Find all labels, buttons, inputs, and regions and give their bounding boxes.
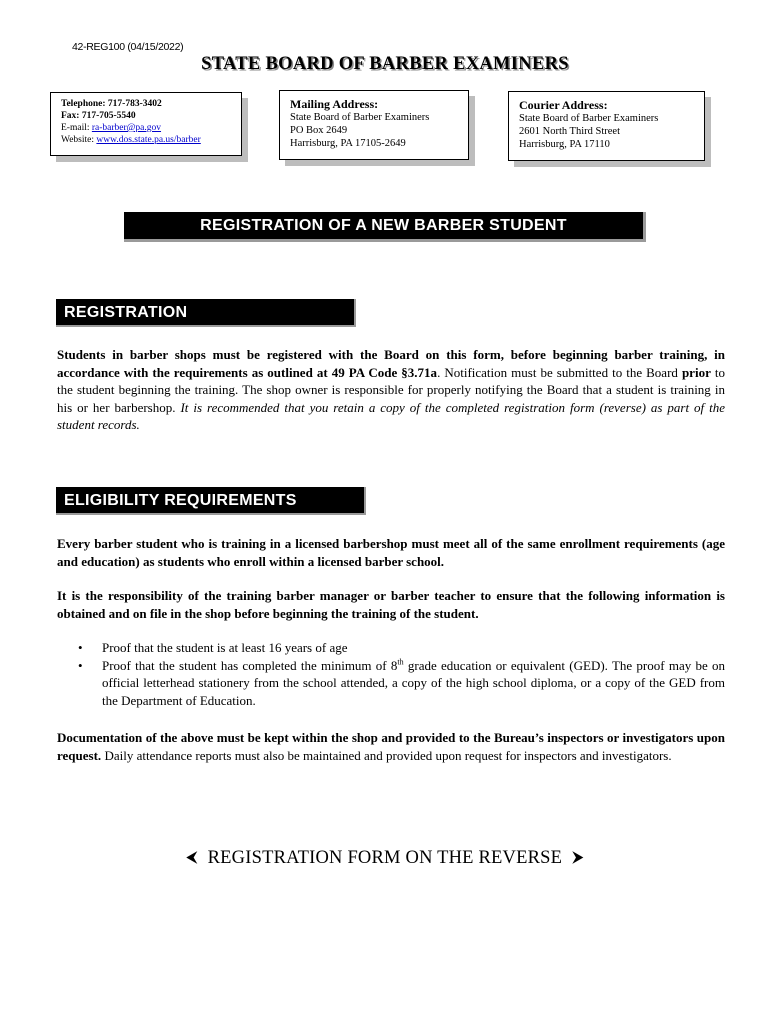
website-link[interactable]: www.dos.state.pa.us/barber	[96, 135, 201, 145]
documentation-bold-text: Documentation of the above must be kept within the shop and provided to the Bureau’s inspectors or investigators upon request.	[57, 730, 725, 763]
email-label: E-mail:	[61, 123, 90, 133]
eligibility-heading: ELIGIBILITY REQUIREMENTS	[56, 487, 366, 515]
bullet-2-text-b: grade education or equivalent (GED). The proof may be on official letterhead stationery from the school attended, a copy of the high school diploma, or a copy of the GED from the Department of Education.	[102, 657, 725, 708]
mailing-address-box	[279, 90, 469, 160]
contact-info-box	[50, 92, 242, 156]
registration-bold-text: Students in barber shops must be registered with the Board on this form, before beginning barber training, in accordance with the requirements as outlined at 49 PA Code §3.71a	[57, 347, 725, 380]
mailing-line-3: Harrisburg, PA 17105-2649	[290, 138, 406, 149]
documentation-text: Daily attendance reports must also be maintained and provided upon request for inspectors and investigators.	[101, 747, 672, 763]
board-title: STATE BOARD OF BARBER EXAMINERS	[201, 54, 569, 74]
mailing-line-2: PO Box 2649	[290, 125, 348, 136]
arrow-right-icon: ⮞	[572, 849, 584, 866]
email-line	[61, 122, 231, 134]
bullet-icon: •	[78, 640, 83, 655]
courier-line-2: 2601 North Third Street	[519, 126, 621, 137]
fax-label: Fax:	[61, 111, 80, 121]
bullet-2-text-a: Proof that the student has completed the minimum of 8	[102, 657, 398, 673]
documentation-paragraph	[57, 729, 725, 764]
eligibility-para1-text: Every barber student who is training in a licensed barbershop must meet all of the same enrollment requirements (age and education) as students who enroll within a licensed barber school.	[57, 536, 725, 569]
form-code: 42-REG100 (04/15/2022)	[72, 41, 184, 53]
email-link[interactable]: ra-barber@pa.gov	[91, 123, 162, 133]
registration-text-2: to the student beginning the training. The shop owner is responsible for properly notifying the Board that a student is training in his or her barbershop.	[57, 364, 725, 415]
telephone-label: Telephone:	[61, 99, 106, 109]
registration-prior: prior	[681, 364, 711, 380]
reverse-notice	[0, 848, 770, 869]
courier-address-box	[508, 91, 705, 161]
eligibility-paragraph-2	[57, 587, 725, 622]
registration-text-1: . Notification must be submitted to the Board	[437, 364, 682, 380]
registration-italic-note: It is recommended that you retain a copy of the completed registration form (reverse) as part of the student records.	[57, 399, 725, 432]
mailing-address-title: Mailing Address:	[290, 97, 379, 111]
courier-line-3: Harrisburg, PA 17110	[519, 139, 610, 150]
bullet-2-sup: th	[397, 657, 404, 667]
courier-line-1: State Board of Barber Examiners	[519, 113, 659, 124]
bullet-1-text: Proof that the student is at least 16 years of age	[102, 640, 348, 655]
mailing-line-1: State Board of Barber Examiners	[290, 112, 430, 123]
bullet-icon: •	[78, 657, 83, 673]
telephone-number: 717-783-3402	[107, 99, 162, 109]
eligibility-list	[78, 639, 725, 709]
eligibility-para2-text: It is the responsibility of the training barber manager or barber teacher to ensure that the following information is obtained and on file in the shop before beginning the training of the student.	[57, 588, 725, 621]
website-line	[61, 134, 231, 146]
website-label: Website:	[61, 135, 95, 145]
arrow-left-icon: ⮜	[186, 849, 198, 866]
courier-address-title: Courier Address:	[519, 98, 608, 112]
fax-number: 717-705-5540	[81, 111, 136, 121]
eligibility-paragraph-1	[57, 535, 725, 570]
registration-heading: REGISTRATION	[56, 299, 356, 327]
telephone-line	[61, 98, 231, 110]
list-item	[78, 657, 725, 710]
list-item	[78, 639, 725, 657]
fax-line	[61, 110, 231, 122]
registration-paragraph	[57, 346, 725, 434]
main-title-banner: REGISTRATION OF A NEW BARBER STUDENT	[124, 212, 646, 242]
reverse-notice-text: REGISTRATION FORM ON THE REVERSE	[207, 848, 563, 868]
